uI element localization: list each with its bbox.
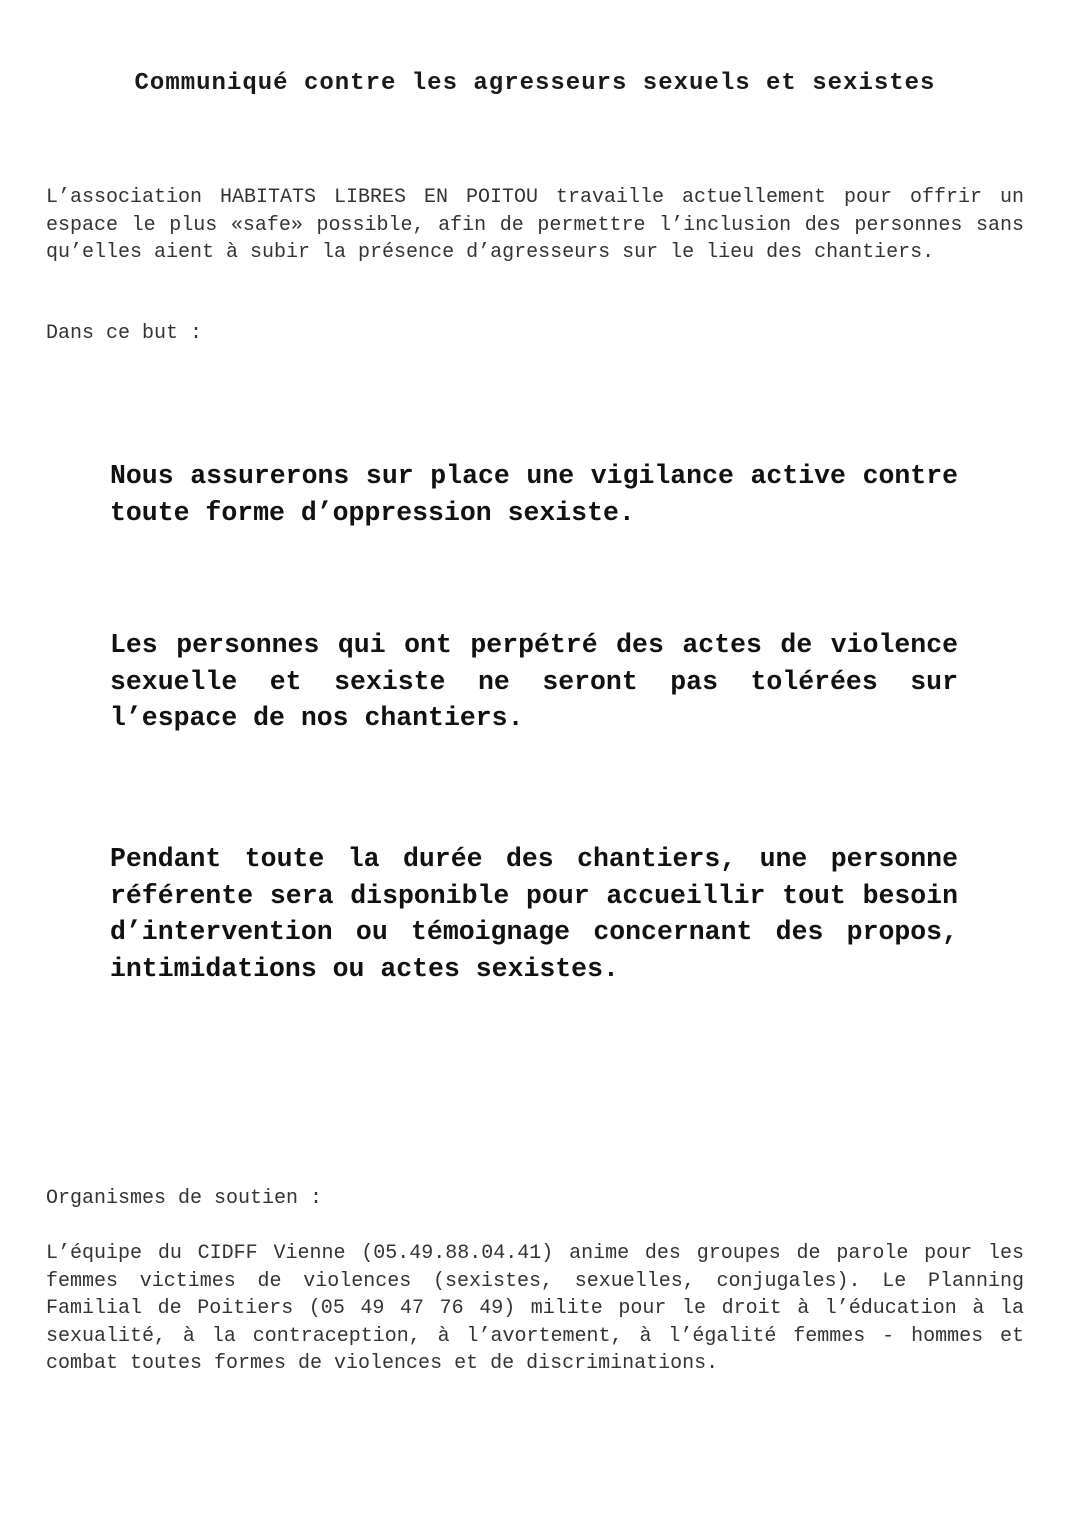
statement-vigilance: Nous assurerons sur place une vigilance active contre toute forme d’oppression sexiste. (110, 461, 958, 528)
purpose-label: Dans ce but : (46, 322, 203, 345)
document-title: Communiqué contre les agresseurs sexuels et sexistes (134, 70, 936, 97)
statement-referent: Pendant toute la durée des chantiers, une personne référente sera disponible pour accueillir tout besoin d’intervention ou témoignage concernant des propos, intimidations ou actes sexistes. (110, 844, 958, 984)
statement-no-tolerance: Les personnes qui ont perpétré des actes de violence sexuelle et sexiste ne seront pas tolérées sur l’espace de nos chantiers. (110, 630, 958, 733)
support-organizations-label: Organismes de soutien : (46, 1187, 323, 1210)
support-organizations-text: L’équipe du CIDFF Vienne (05.49.88.04.41) anime des groupes de parole pour les femmes victimes de violences (sexistes, sexuelles, conjugales). Le Planning Familial de Poitiers (05 49 47 76 49) milite pour le droit à l’éducation à la sexualité, à la contraception, à l’avortement, à l’égalité femmes - hommes et combat toutes formes de violences et de discriminations. (46, 1242, 1024, 1375)
intro-paragraph: L’association HABITATS LIBRES EN POITOU travaille actuellement pour offrir un espace le plus «safe» possible, afin de permettre l’inclusion des personnes sans qu’elles aient à subir la présence d’agresseurs sur le lieu des chantiers. (46, 186, 1024, 264)
